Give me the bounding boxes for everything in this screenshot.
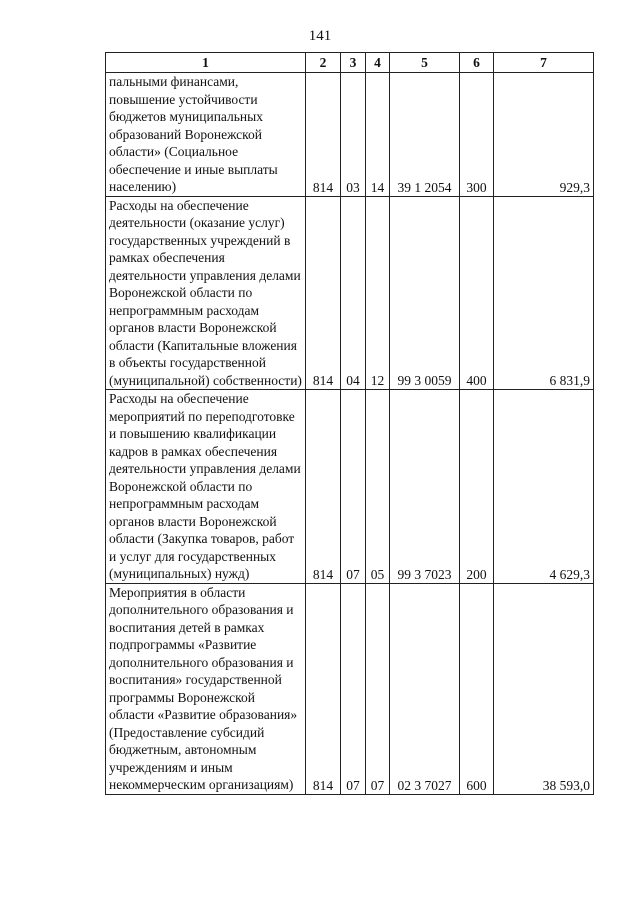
row-col7: 4 629,3 (494, 390, 594, 584)
row-col2: 814 (306, 73, 341, 197)
header-col-3: 3 (341, 53, 366, 73)
row-col5: 99 3 0059 (390, 196, 460, 390)
row-description: пальными финансами, повышение устойчивости бюджетов муниципальных образований Воронежской области» (Социальное обеспечение и иные выплаты населению) (106, 73, 306, 197)
row-col2: 814 (306, 390, 341, 584)
row-col4: 07 (366, 583, 390, 794)
header-col-7: 7 (494, 53, 594, 73)
row-col7: 6 831,9 (494, 196, 594, 390)
row-col6: 400 (460, 196, 494, 390)
row-col3: 07 (341, 583, 366, 794)
row-col5: 02 3 7027 (390, 583, 460, 794)
row-col7: 929,3 (494, 73, 594, 197)
header-col-6: 6 (460, 53, 494, 73)
header-col-4: 4 (366, 53, 390, 73)
row-col6: 300 (460, 73, 494, 197)
budget-table (105, 52, 594, 795)
row-description: Расходы на обеспечение деятельности (оказание услуг) государственных учреждений в рамках обеспечения деятельности управления делами Воронежской области по непрограммным расходам органов власти Воронежской области (Капитальные вложения в объекты государственной (муниципальной) собственности) (106, 196, 306, 390)
row-col5: 39 1 2054 (390, 73, 460, 197)
row-description: Расходы на обеспечение мероприятий по переподготовке и повышению квалификации кадров в рамках обеспечения деятельности управления делами Воронежской области по непрограммным расходам органов власти Воронежской области (Закупка товаров, работ и услуг для государственных (муниципальных) нужд) (106, 390, 306, 584)
header-row (106, 53, 594, 73)
row-col4: 05 (366, 390, 390, 584)
table-row (106, 583, 594, 794)
row-description: Мероприятия в области дополнительного образования и воспитания детей в рамках подпрограммы «Развитие дополнительного образования и воспитания» государственной программы Воронежской области «Развитие образования» (Предоставление субсидий бюджетным, автономным учреждениям и иным некоммерческим организациям) (106, 583, 306, 794)
row-col6: 600 (460, 583, 494, 794)
row-col2: 814 (306, 583, 341, 794)
table-row (106, 73, 594, 197)
header-col-1: 1 (106, 53, 306, 73)
row-col3: 03 (341, 73, 366, 197)
row-col7: 38 593,0 (494, 583, 594, 794)
row-col3: 07 (341, 390, 366, 584)
header-col-5: 5 (390, 53, 460, 73)
row-col6: 200 (460, 390, 494, 584)
row-col4: 14 (366, 73, 390, 197)
row-col4: 12 (366, 196, 390, 390)
table-row (106, 390, 594, 584)
table-row (106, 196, 594, 390)
page-number: 141 (308, 28, 332, 44)
header-col-2: 2 (306, 53, 341, 73)
row-col5: 99 3 7023 (390, 390, 460, 584)
row-col3: 04 (341, 196, 366, 390)
row-col2: 814 (306, 196, 341, 390)
